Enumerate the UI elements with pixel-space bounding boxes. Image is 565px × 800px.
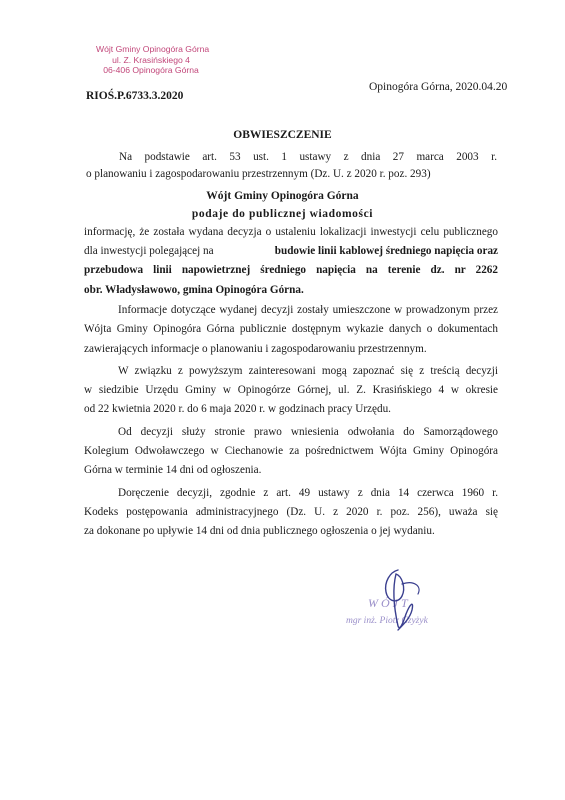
p1-line-2 [84,245,498,257]
document-title: OBWIESZCZENIE [233,129,332,141]
stamp-line-3: 06-406 Opinogóra Górna [103,65,199,75]
p1-line-1: informację, że została wydana decyzja o ustaleniu lokalizacji inwestycji celu publicznego [84,226,498,238]
p3-line-2: w siedzibie Urzędu Gminy w Opinogórze Górnej, ul. Z. Krasińskiego 4 w okresie [84,384,498,396]
p2-line-3: zawierających informacje o planowaniu i zagospodarowaniu przestrzennym. [84,343,427,355]
p5-line-3: za dokonane po upływie 14 dni od dnia publicznego ogłoszenia o jej wydaniu. [84,525,435,537]
reference-number: RIOŚ.P.6733.3.2020 [86,90,184,102]
p4-line-3: Górna w terminie 14 dni od ogłoszenia. [84,464,262,476]
p2-line-1: Informacje dotyczące wydanej decyzji zostały umieszczone w prowadzonym przez [118,304,498,316]
p1-line-4: obr. Władysławowo, gmina Opinogóra Górna. [84,284,304,296]
p5-line-2: Kodeks postępowania administracyjnego (Dz. U. z 2020 r. poz. 256), uważa się [84,506,498,518]
p5-line-1: Doręczenie decyzji, zgodnie z art. 49 ustawy z dnia 14 czerwca 1960 r. [118,487,498,499]
p4-line-1: Od decyzji służy stronie prawo wniesienia odwołania do Samorządowego [118,426,498,438]
signature-block [340,560,480,640]
p1-line-3: przebudowa linii napowietrznej średniego napięcia na terenie dz. nr 2262 [84,264,498,276]
p4-line-2: Kolegium Odwoławczego w Ciechanowie za pośrednictwem Wójta Gminy Opinogóra [84,445,498,457]
signature-role: WÓJT [368,596,411,610]
p3-line-1: W związku z powyższym zainteresowani mogą zapoznać się z treścią decyzji [118,365,498,377]
p1-line-2-bold: budowie linii kablowej średniego napięcia oraz [274,245,498,257]
announcement-heading: podaje do publicznej wiadomości [191,208,374,220]
stamp-line-1: Wójt Gminy Opinogóra Górna [96,44,210,54]
signature-name: mgr inż. Piotr Czyżyk [346,616,428,626]
handwritten-signature-icon [340,560,480,640]
official-stamp [96,44,210,76]
stamp-line-2: ul. Z. Krasińskiego 4 [112,54,190,65]
authority-heading: Wójt Gminy Opinogóra Górna [206,190,359,202]
p3-line-3: od 22 kwietnia 2020 r. do 6 maja 2020 r. w godzinach pracy Urzędu. [84,403,391,415]
intro-line-1: Na podstawie art. 53 ust. 1 ustawy z dnia 27 marca 2003 r. [119,151,497,163]
intro-line-2: o planowaniu i zagospodarowaniu przestrzennym (Dz. U. z 2020 r. poz. 293) [86,168,431,180]
p2-line-2: Wójta Gminy Opinogóra Górna publicznie dostępnym wykazie danych o dokumentach [84,323,498,335]
place-and-date: Opinogóra Górna, 2020.04.20 [369,81,508,93]
p1-line-2-text: dla inwestycji polegającej na [84,245,214,257]
